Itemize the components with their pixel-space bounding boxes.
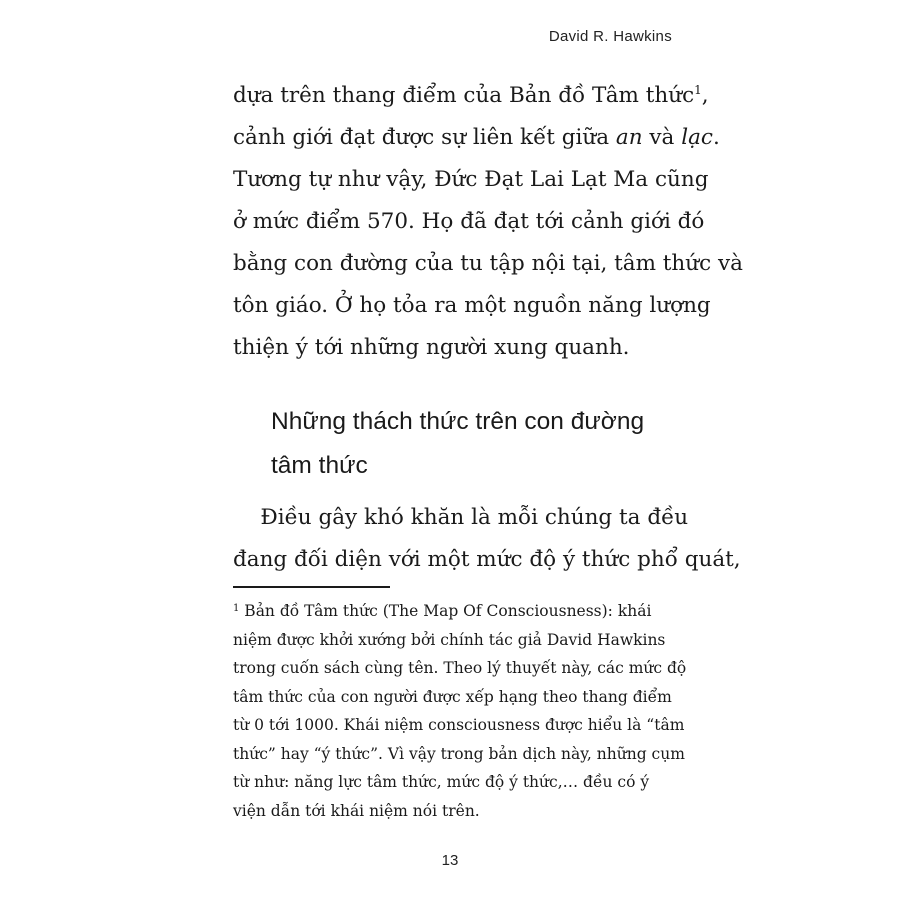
page-number: 13: [441, 852, 459, 869]
body-line-4: ở mức điểm 570. Họ đã đạt tới cảnh giới đó: [233, 209, 705, 234]
section-heading: [271, 400, 691, 488]
body-line-7: thiện ý tới những người xung quanh.: [233, 335, 630, 360]
footnote-line-1: [233, 597, 673, 626]
section-heading-line-1: Những thách thức trên con đường: [271, 408, 645, 435]
body-line-3: Tương tự như vậy, Đức Đạt Lai Lạt Ma cũng: [233, 167, 709, 192]
running-head-author: David R. Hawkins: [548, 28, 672, 45]
body-line-2-e: .: [712, 125, 720, 150]
body-line-2-a: cảnh giới đạt được sự liên kết giữa: [233, 125, 616, 150]
body-line-6: tôn giáo. Ở họ tỏa ra một nguồn năng lượng: [233, 293, 711, 318]
section-heading-line-2: tâm thức: [271, 452, 368, 479]
second-paragraph-line-1: Điều gây khó khăn là mỗi chúng ta đều: [233, 505, 689, 530]
italic-an: an: [615, 125, 643, 150]
footnote: [233, 597, 687, 825]
second-paragraph-line-2: đang đối diện với một mức độ ý thức phổ quát,: [233, 547, 741, 572]
footnote-line-3: trong cuốn sách cùng tên. Theo lý thuyết này, các mức độ: [233, 659, 687, 677]
body-line-5: bằng con đường của tu tập nội tại, tâm thức và: [233, 251, 743, 276]
body-line-2: [233, 117, 720, 159]
body-line-1-text: dựa trên thang điểm của Bản đồ Tâm thức: [233, 83, 695, 108]
footnote-line-1-text: Bản đồ Tâm thức (The Map Of Consciousness): khái: [239, 602, 652, 620]
footnote-line-6: thức” hay “ý thức”. Vì vậy trong bản dịch này, những cụm: [233, 744, 685, 763]
body-line-1-end: ,: [701, 83, 709, 108]
footnote-divider: [233, 586, 390, 588]
footnote-line-2: niệm được khởi xướng bởi chính tác giả David Hawkins: [233, 630, 666, 649]
second-paragraph: [233, 497, 741, 581]
footnote-marker: 1: [233, 603, 240, 614]
italic-lac: lạc: [681, 125, 713, 150]
footnote-reference: 1: [694, 83, 702, 97]
body-line-1: [233, 75, 709, 117]
footnote-line-5: từ 0 tới 1000. Khái niệm consciousness được hiểu là “tâm: [233, 716, 685, 734]
body-paragraph: [233, 75, 743, 369]
footnote-line-8: viện dẫn tới khái niệm nói trên.: [233, 801, 480, 820]
body-line-2-c: và: [642, 125, 682, 150]
footnote-line-4: tâm thức của con người được xếp hạng theo thang điểm: [233, 687, 672, 706]
footnote-line-7: từ như: năng lực tâm thức, mức độ ý thức,… đều có ý: [233, 773, 650, 791]
